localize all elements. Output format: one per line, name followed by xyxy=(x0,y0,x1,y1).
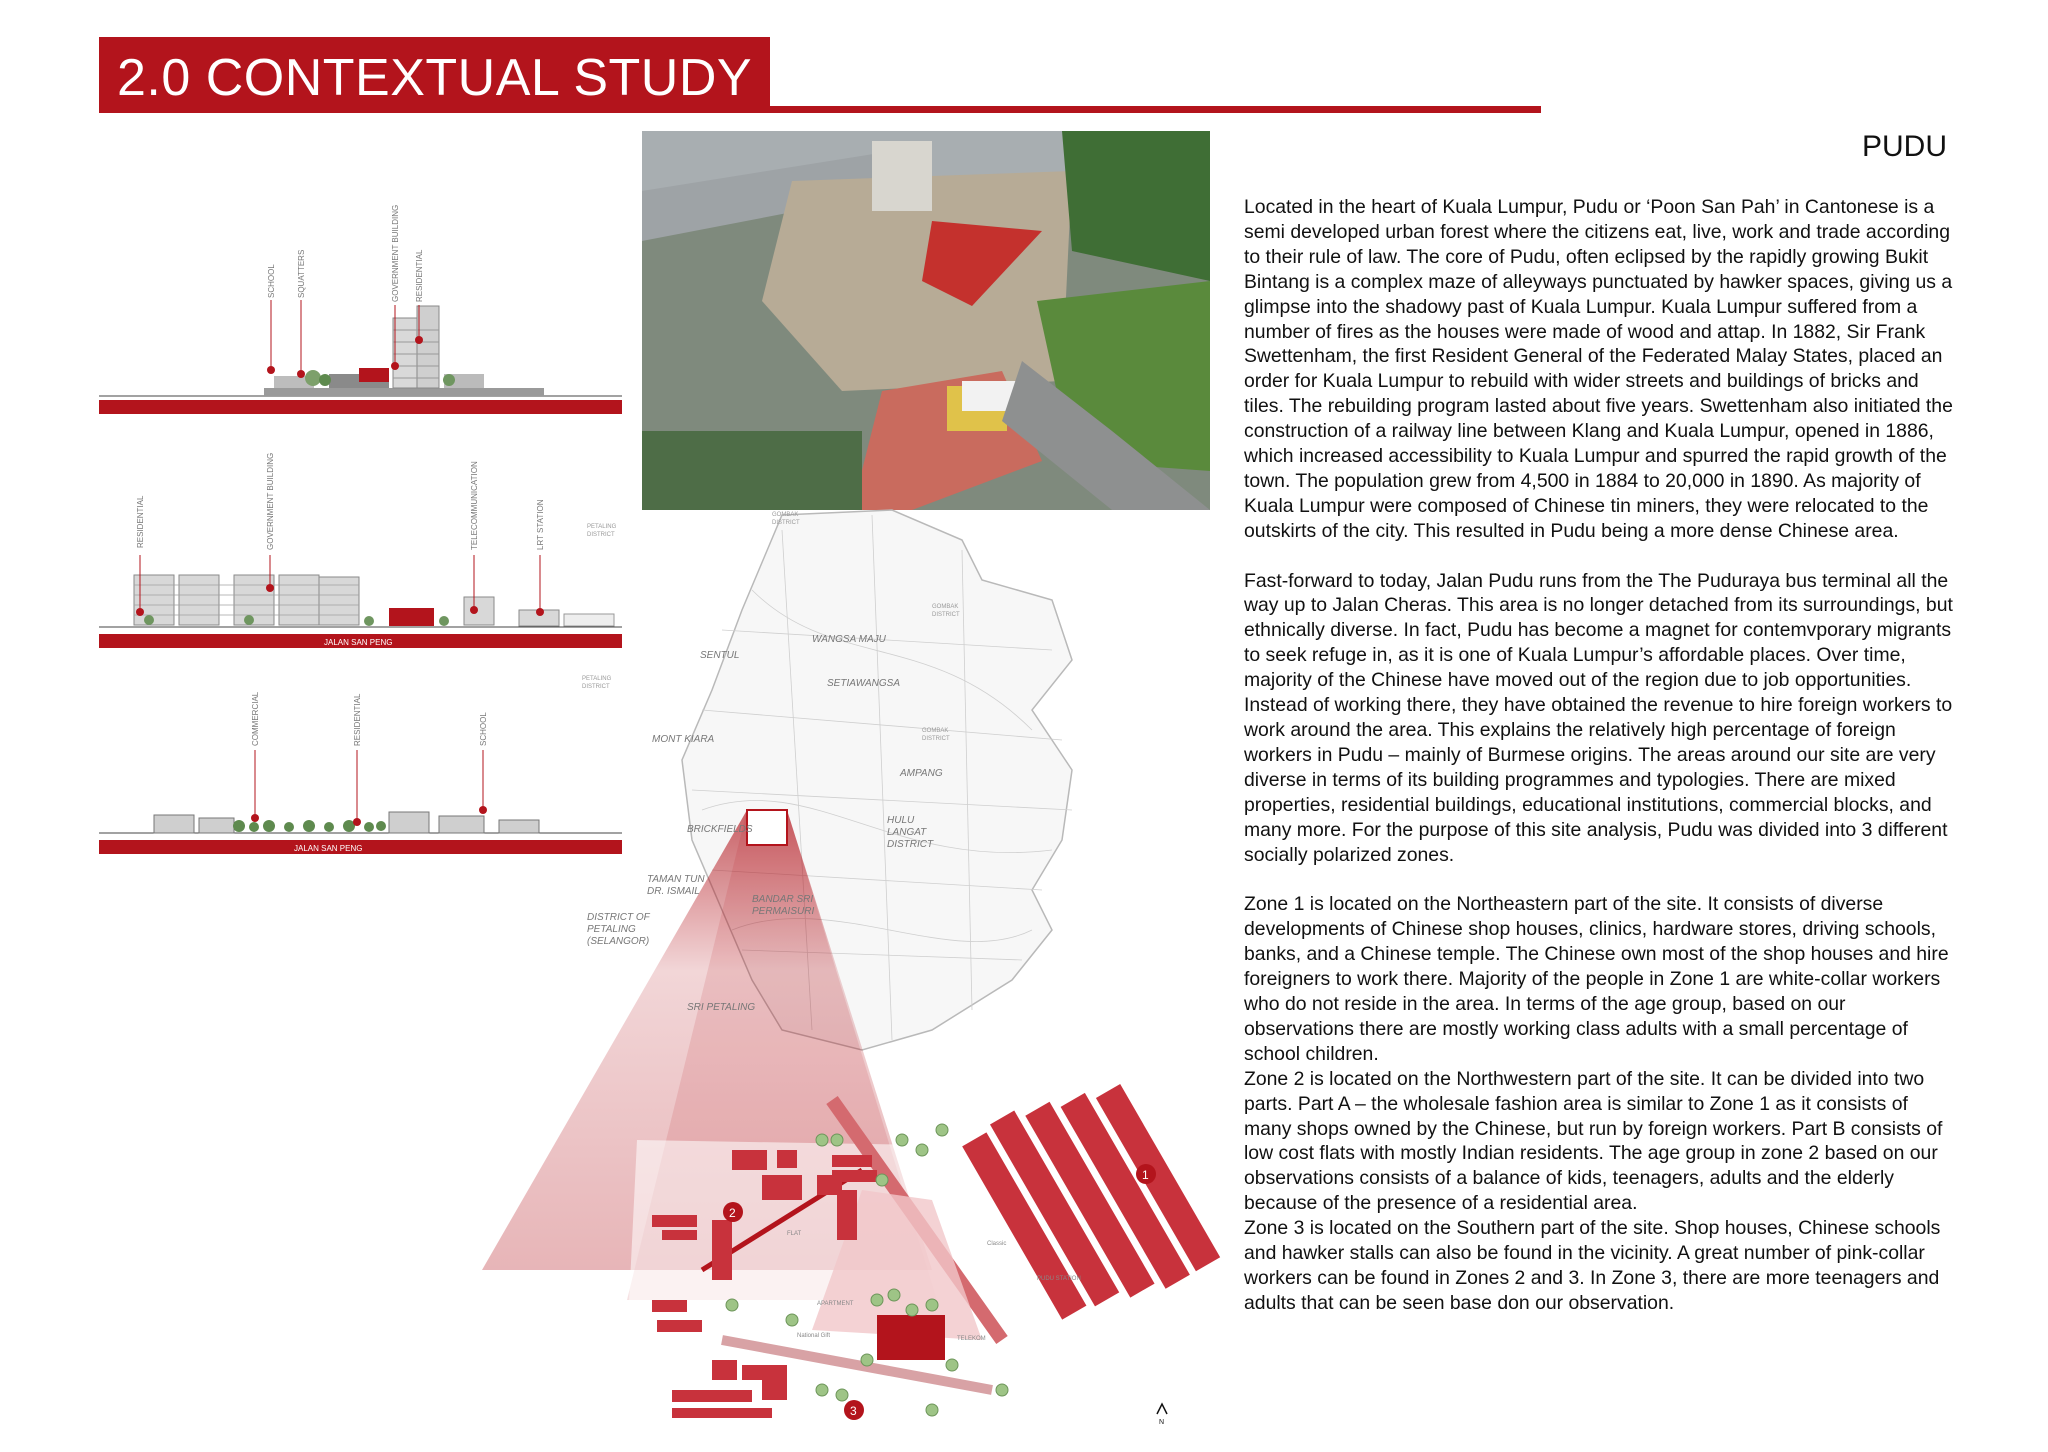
street-section-2 xyxy=(99,440,622,650)
street-section-1 xyxy=(99,190,622,420)
section-1-label-school: SCHOOL xyxy=(267,264,276,298)
map-small-district-2: DISTRICT xyxy=(587,532,615,538)
map-small-petaling-2: PETALING xyxy=(582,676,612,682)
map-label-petaling: PETALING xyxy=(587,924,636,935)
site-label-apartment: APARTMENT xyxy=(817,1301,854,1307)
street-section-3 xyxy=(99,670,622,860)
map-label-brickfields: BRICKFIELDS xyxy=(687,824,753,835)
site-label-classic: Classic xyxy=(987,1241,1007,1247)
page-title: 2.0 CONTEXTUAL STUDY xyxy=(117,49,753,107)
zone-1-number: 1 xyxy=(1142,1168,1149,1182)
zone-2-number: 2 xyxy=(729,1206,736,1220)
section-3-label-commercial: COMMERCIAL xyxy=(251,691,260,746)
map-small-gombak-3: GOMBAK xyxy=(922,728,949,734)
section-1-label-government: GOVERNMENT BUILDING xyxy=(391,204,400,302)
map-label-sri-petaling: SRI PETALING xyxy=(687,1002,756,1013)
zone-3-number: 3 xyxy=(850,1404,857,1418)
body-text xyxy=(1244,195,1956,1316)
map-label-permaisuri: PERMAISURI xyxy=(752,906,815,917)
section-1-road-band xyxy=(99,400,622,414)
site-label-telekom: TELEKOM xyxy=(957,1336,986,1342)
section-heading: PUDU xyxy=(1862,130,1948,163)
section-3-label-school: SCHOOL xyxy=(479,712,488,746)
site-label-national-gift: National Gift xyxy=(797,1333,831,1339)
map-label-district: DISTRICT xyxy=(887,839,934,850)
location-map xyxy=(582,510,1222,1445)
paragraph-3: Zone 1 is located on the Northeastern part of the site. It consists of diverse developments of Chinese shop houses, clinics, hardware stores, driving schools, banks, and a Chinese temple. The Chinese own most of the shop houses and hire foreigners to work there. Majority of the people in Zone 1 are white-collar workers who do not reside in the area. In terms of the age group, based on our observations there are mostly working class adults with a small percentage of school children. xyxy=(1244,893,1949,1065)
map-small-district-5: DISTRICT xyxy=(582,684,610,690)
title-banner xyxy=(99,37,770,113)
map-small-district-3: DISTRICT xyxy=(932,612,960,618)
section-3-road-name: JALAN SAN PENG xyxy=(294,844,363,853)
section-1-label-squatters: SQUATTERS xyxy=(297,249,306,298)
section-2-label-government: GOVERNMENT BUILDING xyxy=(266,452,275,550)
section-3-label-residential: RESIDENTIAL xyxy=(353,693,362,746)
map-label-taman-tun: TAMAN TUN xyxy=(647,874,705,885)
map-label-district-of: DISTRICT OF xyxy=(587,912,650,923)
map-label-langat: LANGAT xyxy=(887,827,927,838)
map-small-petaling-1: PETALING xyxy=(587,524,617,530)
map-label-sentul: SENTUL xyxy=(700,650,740,661)
map-label-selangor: (SELANGOR) xyxy=(587,936,650,947)
map-label-wangsa-maju: WANGSA MAJU xyxy=(812,634,886,645)
north-label: N xyxy=(1159,1419,1165,1426)
section-1-label-residential: RESIDENTIAL xyxy=(415,249,424,302)
paragraph-5: Zone 3 is located on the Southern part of the site. Shop houses, Chinese schools and hawker stalls can also be found in the vicinity. A great number of pink-collar workers can be found in Zones 2 and 3. In Zone 3, there are more teenagers and adults that can be seen base don our observation. xyxy=(1244,1217,1941,1314)
paragraph-2: Fast-forward to today, Jalan Pudu runs from the The Puduraya bus terminal all the way up to Jalan Cheras. This area is no longer detached from its surroundings, but ethnically diverse. In fact, Pudu has become a magnet for contemvporary migrants to seek refuge in, as it is one of Kuala Lumpur’s affordable places. Over time, majority of the Chinese have moved out of the region due to job opportunities. Instead of working there, they have obtained the revenue to hire foreign workers to work around the area. This explains the relatively high percentage of foreign workers in Pudu – mainly of Burmese origins. The areas around our site are very diverse in terms of its building programmes and typologies. There are mixed properties, residential buildings, educational institutions, commercial blocks, and many more. For the purpose of this site analysis, Pudu was divided into 3 different socially polarized zones. xyxy=(1244,569,1953,866)
map-label-mont-kiara: MONT KIARA xyxy=(652,734,715,745)
map-label-ampang: AMPANG xyxy=(900,768,943,779)
map-small-district-4: DISTRICT xyxy=(922,736,950,742)
map-label-bandar-sri: BANDAR SRI xyxy=(752,894,814,905)
section-2-road-name: JALAN SAN PENG xyxy=(324,638,393,647)
aerial-photo xyxy=(642,131,1210,510)
map-small-gombak-2: GOMBAK xyxy=(932,604,959,610)
map-label-setiawangsa: SETIAWANGSA xyxy=(827,678,900,689)
site-label-pudu-station: PUDU STATION xyxy=(1037,1276,1081,1282)
site-label-flat: FLAT xyxy=(787,1231,802,1237)
section-2-label-lrt: LRT STATION xyxy=(536,499,545,550)
map-label-dr-ismail: DR. ISMAIL xyxy=(647,886,700,897)
section-2-label-telecom: TELECOMMUNICATION xyxy=(470,461,479,550)
map-small-district-1: DISTRICT xyxy=(772,520,800,526)
paragraph-4: Zone 2 is located on the Northwestern part of the site. It can be divided into two parts. Part A – the wholesale fashion area is similar to Zone 1 as it consists of many shops owned by the Chinese, but run by foreign workers. Part B consists of low cost flats with mostly Indian residents. The age group in zone 2 based on our observations consists of a balance of kids, teenagers, adults and the elderly because of the presence of a residential area. xyxy=(1244,1067,1943,1215)
site-locator xyxy=(747,810,787,845)
map-small-gombak-1: GOMBAK xyxy=(772,512,799,518)
section-2-label-residential: RESIDENTIAL xyxy=(136,495,145,548)
map-label-hulu: HULU xyxy=(887,815,915,826)
paragraph-1: Located in the heart of Kuala Lumpur, Pudu or ‘Poon San Pah’ in Cantonese is a semi developed urban forest where the citizens eat, live, work and trade according to their rule of law. The core of Pudu, often eclipsed by the rapidly growing Bukit Bintang is a complex maze of alleyways punctuated by hawker spaces, giving us a glimpse into the shadowy past of Kuala Lumpur. Kuala Lumpur suffered from a number of fires as the houses were made of wood and attap. In 1882, Sir Frank Swettenham, the first Resident General of the Federated Malay States, placed an order for Kuala Lumpur to rebuild with wider streets and buildings of bricks and tiles. The rebuilding program lasted about five years. Swettenham also initiated the construction of a railway line between Klang and Kuala Lumpur, opened in 1886, which increased accessibility to Kuala Lumpur and spurred the rapid growth of the town. The population grew from 4,500 in 1884 to 20,000 in 1890. As majority of Kuala Lumpur were composed of Chinese tin miners, they were relocated to the outskirts of the city. This resulted in Pudu being a more dense Chinese area. xyxy=(1244,196,1953,542)
title-rule xyxy=(770,106,1541,113)
